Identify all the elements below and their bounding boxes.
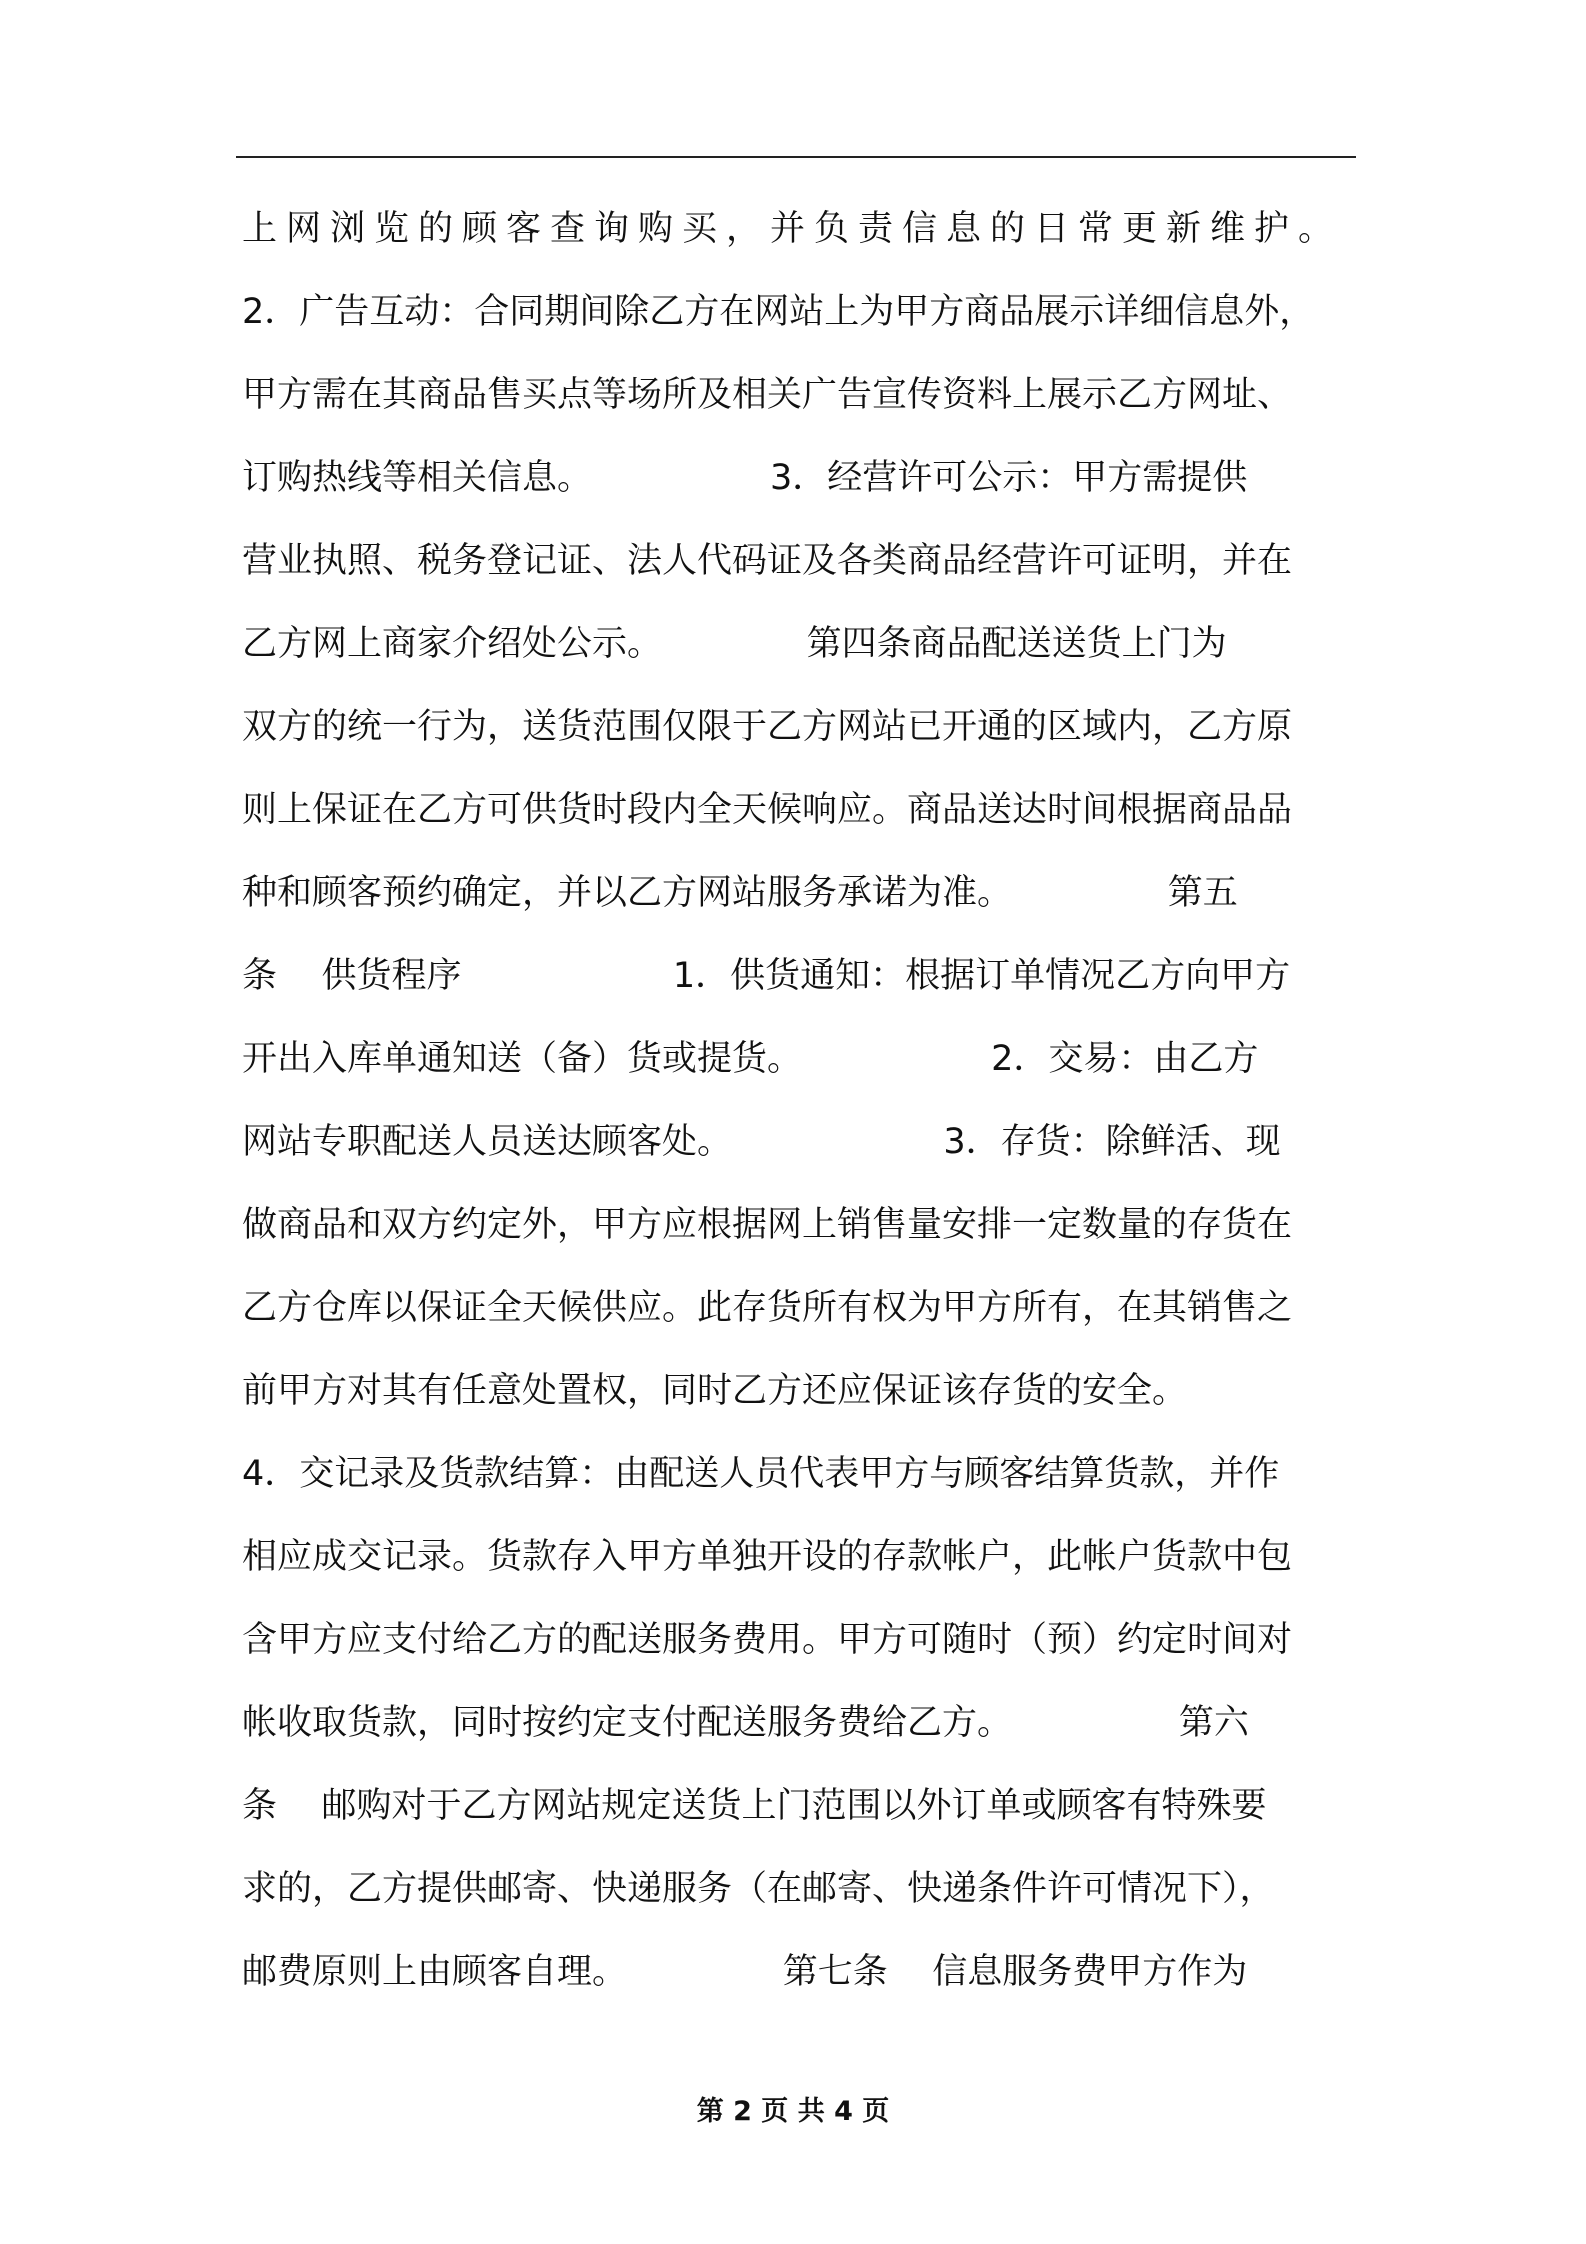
text-line: 4．交记录及货款结算：由配送人员代表甲方与顾客结算货款，并作 — [242, 1454, 1280, 1494]
text-line: 相应成交记录。货款存入甲方单独开设的存款帐户，此帐户货款中包 — [242, 1537, 1293, 1577]
text-line: 双方的统一行为，送货范围仅限于乙方网站已开通的区域内，乙方原 — [242, 707, 1293, 747]
text-line: 邮费原则上由顾客自理。 第七条 信息服务费甲方作为 — [242, 1952, 1248, 1992]
text-line: 2．广告互动：合同期间除乙方在网站上为甲方商品展示详细信息外， — [242, 292, 1315, 332]
text-line: 甲方需在其商品售买点等场所及相关广告宣传资料上展示乙方网址、 — [242, 375, 1293, 415]
page-number: 第 2 页 共 4 页 — [696, 2096, 890, 2127]
text-line: 做商品和双方约定外，甲方应根据网上销售量安排一定数量的存货在 — [242, 1205, 1293, 1245]
text-line: 乙方仓库以保证全天候供应。此存货所有权为甲方所有，在其销售之 — [242, 1288, 1293, 1328]
text-line: 条 邮购对于乙方网站规定送货上门范围以外订单或顾客有特殊要 — [242, 1786, 1267, 1826]
header-rule — [236, 156, 1356, 158]
text-line: 订购热线等相关信息。 3．经营许可公示：甲方需提供 — [242, 458, 1248, 498]
text-line: 开出入库单通知送（备）货或提货。 2．交易：由乙方 — [242, 1039, 1259, 1079]
text-line: 乙方网上商家介绍处公示。 第四条商品配送送货上门为 — [242, 624, 1227, 664]
text-line: 上网浏览的顾客查询购买，并负责信息的日常更新维护。 — [242, 209, 1343, 249]
text-line: 则上保证在乙方可供货时段内全天候响应。商品送达时间根据商品品 — [242, 790, 1293, 830]
text-line: 前甲方对其有任意处置权，同时乙方还应保证该存货的安全。 — [242, 1371, 1188, 1411]
text-line: 求的，乙方提供邮寄、快递服务（在邮寄、快递条件许可情况下）， — [242, 1869, 1275, 1909]
text-line: 种和顾客预约确定，并以乙方网站服务承诺为准。 第五 — [242, 873, 1238, 913]
text-line: 条 供货程序 1．供货通知：根据订单情况乙方向甲方 — [242, 956, 1291, 996]
text-line: 帐收取货款，同时按约定支付配送服务费给乙方。 第六 — [242, 1703, 1249, 1743]
text-line: 营业执照、税务登记证、法人代码证及各类商品经营许可证明，并在 — [242, 541, 1293, 581]
text-line: 含甲方应支付给乙方的配送服务费用。甲方可随时（预）约定时间对 — [242, 1620, 1293, 1660]
text-line: 网站专职配送人员送达顾客处。 3．存货：除鲜活、现 — [242, 1122, 1281, 1162]
